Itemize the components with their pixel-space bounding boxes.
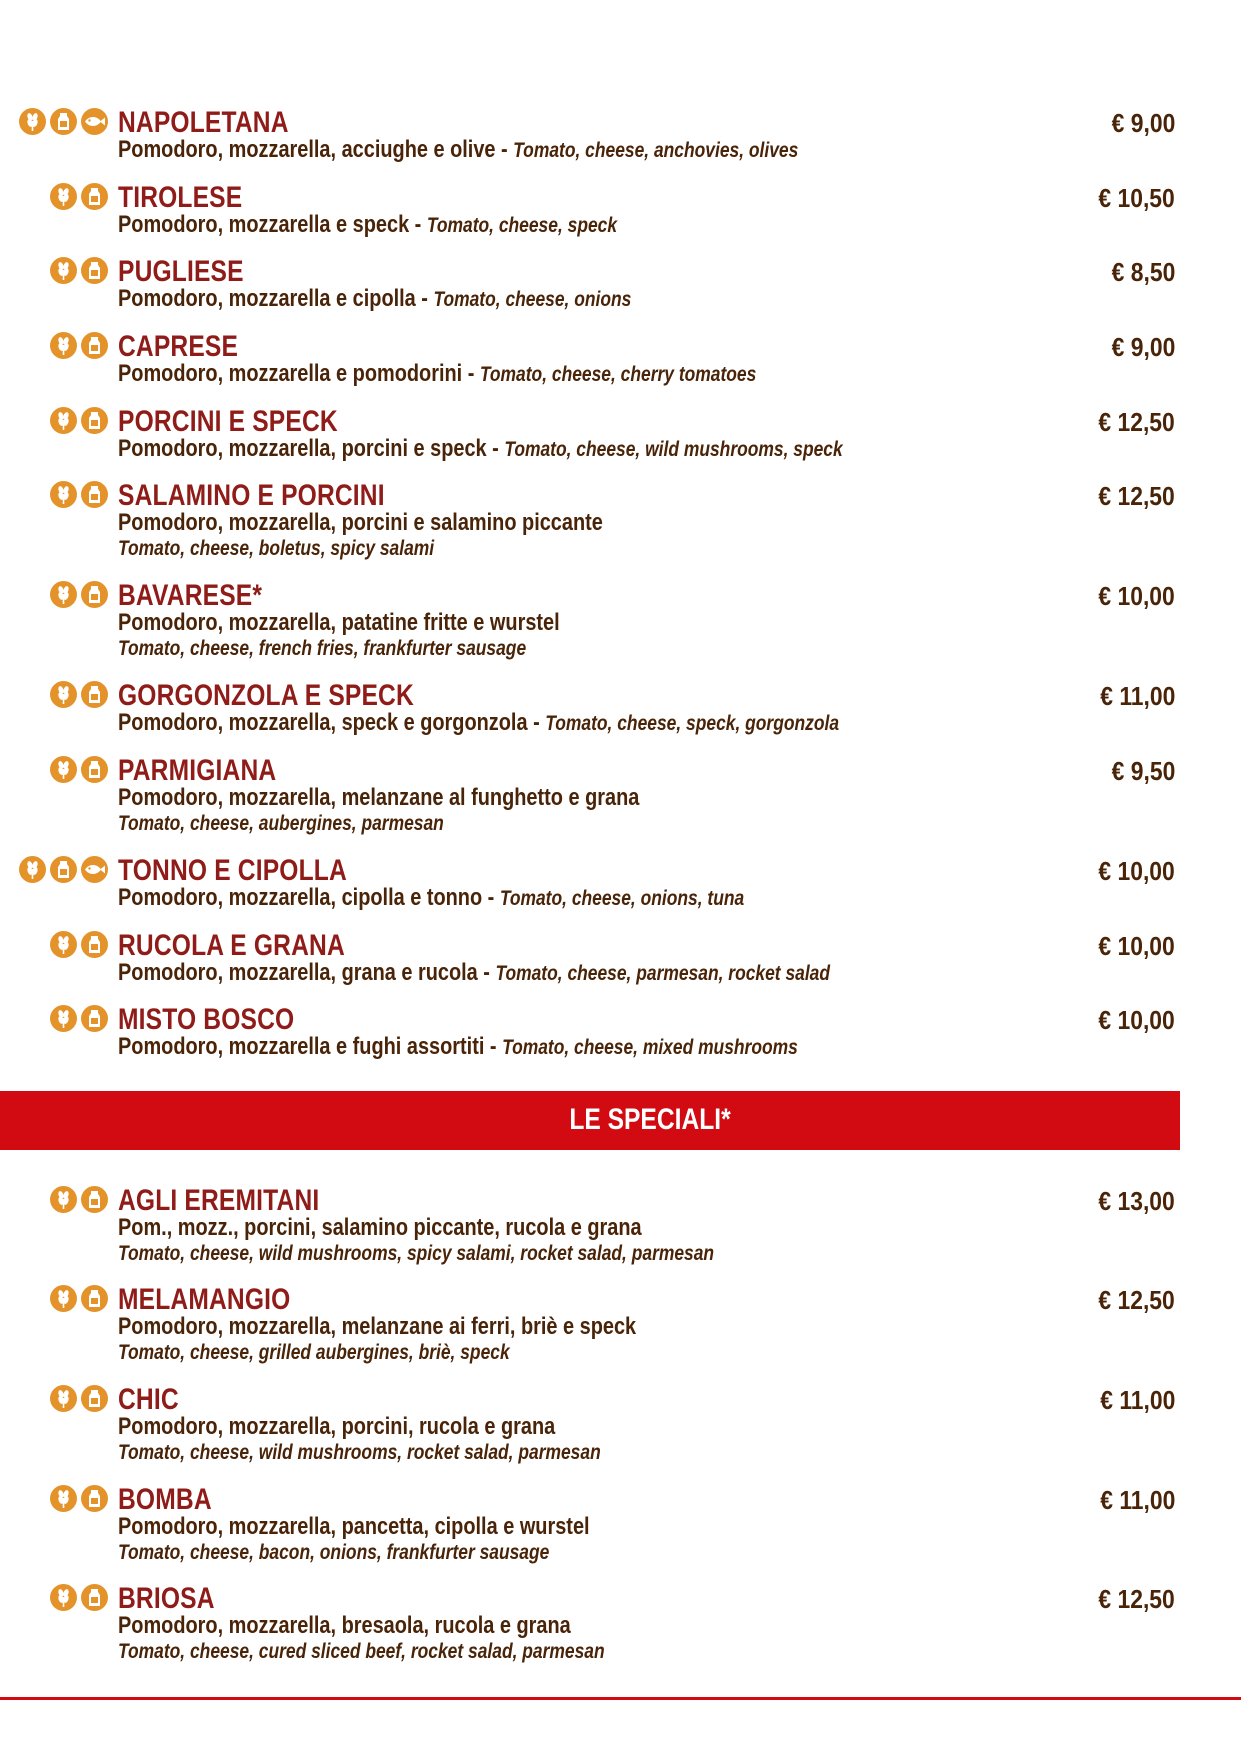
item-description (118, 211, 617, 239)
item-price: € 12,50 (1098, 407, 1175, 437)
item-description (118, 136, 798, 164)
description-english: Tomato, cheese, wild mushrooms, speck (504, 438, 843, 461)
description-italian: Pomodoro, mozzarella, melanzane ai ferri, briè e speck (118, 1313, 637, 1340)
description-english: Tomato, cheese, cured sliced beef, rocket salad, parmesan (118, 1640, 605, 1663)
description-italian: Pomodoro, mozzarella, acciughe e olive - (118, 136, 514, 163)
description-italian: Pom., mozz., porcini, salamino piccante, rucola e grana (118, 1214, 642, 1241)
milk-icon (81, 756, 108, 783)
description-english: Tomato, cheese, cherry tomatoes (479, 363, 757, 386)
description-italian: Pomodoro, mozzarella, melanzane al funghetto e grana (118, 784, 640, 811)
item-name: TIROLESE (118, 181, 243, 214)
description-italian: Pomodoro, mozzarella e pomodorini - (118, 360, 480, 387)
wheat-icon (50, 1584, 77, 1611)
milk-icon (81, 1385, 108, 1412)
section-header-le-speciali (0, 1091, 1180, 1150)
description-italian: Pomodoro, mozzarella, grana e rucola - (118, 959, 496, 986)
item-description (118, 1513, 590, 1541)
milk-icon (50, 856, 77, 883)
item-description (118, 709, 839, 737)
wheat-icon (50, 407, 77, 434)
item-name: CAPRESE (118, 330, 239, 363)
item-description (118, 1612, 571, 1640)
allergen-icons (50, 257, 112, 287)
wheat-icon (50, 481, 77, 508)
description-english: Tomato, cheese, onions (433, 288, 632, 311)
description-italian: Pomodoro, mozzarella, speck e gorgonzola - (118, 709, 546, 736)
allergen-icons (19, 856, 112, 886)
item-name: PARMIGIANA (118, 754, 277, 787)
description-english: Tomato, cheese, aubergines, parmesan (118, 812, 444, 835)
item-price: € 13,00 (1098, 1186, 1175, 1216)
item-price: € 11,00 (1099, 681, 1175, 711)
description-english: Tomato, cheese, french fries, frankfurter sausage (118, 637, 527, 660)
item-description (118, 435, 843, 463)
item-description (118, 285, 631, 313)
description-english: Tomato, cheese, anchovies, olives (513, 139, 799, 162)
item-price: € 9,50 (1111, 756, 1175, 786)
allergen-icons (50, 681, 112, 711)
wheat-icon (50, 581, 77, 608)
section-title: LE SPECIALI* (569, 1103, 731, 1136)
item-name: BOMBA (118, 1483, 212, 1516)
allergen-icons (50, 332, 112, 362)
item-description (118, 959, 830, 987)
milk-icon (81, 1285, 108, 1312)
description-english: Tomato, cheese, mixed mushrooms (502, 1036, 798, 1059)
milk-icon (50, 108, 77, 135)
description-english: Tomato, cheese, speck (426, 214, 618, 237)
description-english: Tomato, cheese, speck, gorgonzola (545, 712, 840, 735)
item-description (118, 1033, 798, 1061)
description-italian: Pomodoro, mozzarella, porcini e speck - (118, 435, 505, 462)
item-description (118, 509, 603, 537)
fish-icon (81, 108, 108, 135)
item-description (118, 784, 639, 812)
allergen-icons (50, 1285, 112, 1315)
wheat-icon (50, 756, 77, 783)
item-price: € 10,00 (1098, 856, 1175, 886)
description-english: Tomato, cheese, bacon, onions, frankfurter sausage (118, 1541, 550, 1564)
allergen-icons (50, 1584, 112, 1614)
description-italian: Pomodoro, mozzarella, pancetta, cipolla e wurstel (118, 1513, 590, 1540)
item-price: € 12,50 (1098, 481, 1175, 511)
wheat-icon (19, 108, 46, 135)
item-price: € 9,00 (1111, 332, 1175, 362)
description-italian: Pomodoro, mozzarella e cipolla - (118, 285, 434, 312)
item-name: MISTO BOSCO (118, 1003, 295, 1036)
item-price: € 10,50 (1098, 183, 1175, 213)
wheat-icon (50, 1186, 77, 1213)
description-english: Tomato, cheese, parmesan, rocket salad (495, 962, 831, 985)
item-description (118, 884, 744, 912)
item-price: € 8,50 (1111, 257, 1175, 287)
milk-icon (81, 332, 108, 359)
item-price: € 9,00 (1111, 108, 1175, 138)
description-english: Tomato, cheese, wild mushrooms, spicy salami, rocket salad, parmesan (118, 1242, 715, 1265)
allergen-icons (50, 1186, 112, 1216)
milk-icon (81, 931, 108, 958)
allergen-icons (50, 756, 112, 786)
item-price: € 10,00 (1098, 931, 1175, 961)
allergen-icons (50, 1485, 112, 1515)
wheat-icon (50, 1485, 77, 1512)
allergen-icons (50, 407, 112, 437)
wheat-icon (50, 931, 77, 958)
milk-icon (81, 183, 108, 210)
wheat-icon (50, 1285, 77, 1312)
description-english: Tomato, cheese, onions, tuna (499, 887, 745, 910)
fish-icon (81, 856, 108, 883)
item-name: GORGONZOLA E SPECK (118, 679, 414, 712)
item-name: AGLI EREMITANI (118, 1184, 320, 1217)
milk-icon (81, 1584, 108, 1611)
milk-icon (81, 481, 108, 508)
item-price: € 11,00 (1099, 1385, 1175, 1415)
item-name: NAPOLETANA (118, 106, 289, 139)
milk-icon (81, 407, 108, 434)
bottom-divider (0, 1697, 1241, 1700)
description-italian: Pomodoro, mozzarella e fughi assortiti - (118, 1033, 503, 1060)
item-name: BAVARESE* (118, 579, 263, 612)
milk-icon (81, 1186, 108, 1213)
item-description (118, 1214, 642, 1242)
item-name: RUCOLA E GRANA (118, 929, 345, 962)
description-italian: Pomodoro, mozzarella, porcini, rucola e grana (118, 1413, 556, 1440)
allergen-icons (50, 581, 112, 611)
wheat-icon (50, 332, 77, 359)
description-english: Tomato, cheese, boletus, spicy salami (118, 537, 435, 560)
item-price: € 10,00 (1098, 1005, 1175, 1035)
wheat-icon (50, 257, 77, 284)
milk-icon (81, 681, 108, 708)
item-price: € 10,00 (1098, 581, 1175, 611)
item-description (118, 360, 756, 388)
description-italian: Pomodoro, mozzarella, cipolla e tonno - (118, 884, 500, 911)
description-english: Tomato, cheese, wild mushrooms, rocket salad, parmesan (118, 1441, 601, 1464)
allergen-icons (50, 931, 112, 961)
item-name: BRIOSA (118, 1582, 215, 1615)
item-price: € 12,50 (1098, 1285, 1175, 1315)
allergen-icons (19, 108, 112, 138)
item-description (118, 609, 560, 637)
allergen-icons (50, 481, 112, 511)
item-name: CHIC (118, 1383, 179, 1416)
item-price: € 12,50 (1098, 1584, 1175, 1614)
item-name: MELAMANGIO (118, 1283, 291, 1316)
milk-icon (81, 1485, 108, 1512)
wheat-icon (50, 1385, 77, 1412)
allergen-icons (50, 183, 112, 213)
milk-icon (81, 257, 108, 284)
wheat-icon (50, 183, 77, 210)
item-description (118, 1313, 636, 1341)
description-italian: Pomodoro, mozzarella, bresaola, rucola e grana (118, 1612, 571, 1639)
wheat-icon (19, 856, 46, 883)
description-italian: Pomodoro, mozzarella, patatine fritte e wurstel (118, 609, 560, 636)
item-name: PUGLIESE (118, 255, 244, 288)
item-name: SALAMINO E PORCINI (118, 479, 385, 512)
item-name: PORCINI E SPECK (118, 405, 338, 438)
milk-icon (81, 581, 108, 608)
description-italian: Pomodoro, mozzarella, porcini e salamino piccante (118, 509, 603, 536)
wheat-icon (50, 681, 77, 708)
milk-icon (81, 1005, 108, 1032)
description-italian: Pomodoro, mozzarella e speck - (118, 211, 427, 238)
allergen-icons (50, 1385, 112, 1415)
wheat-icon (50, 1005, 77, 1032)
allergen-icons (50, 1005, 112, 1035)
item-price: € 11,00 (1099, 1485, 1175, 1515)
description-english: Tomato, cheese, grilled aubergines, briè, speck (118, 1341, 510, 1364)
item-name: TONNO E CIPOLLA (118, 854, 347, 887)
item-description (118, 1413, 555, 1441)
